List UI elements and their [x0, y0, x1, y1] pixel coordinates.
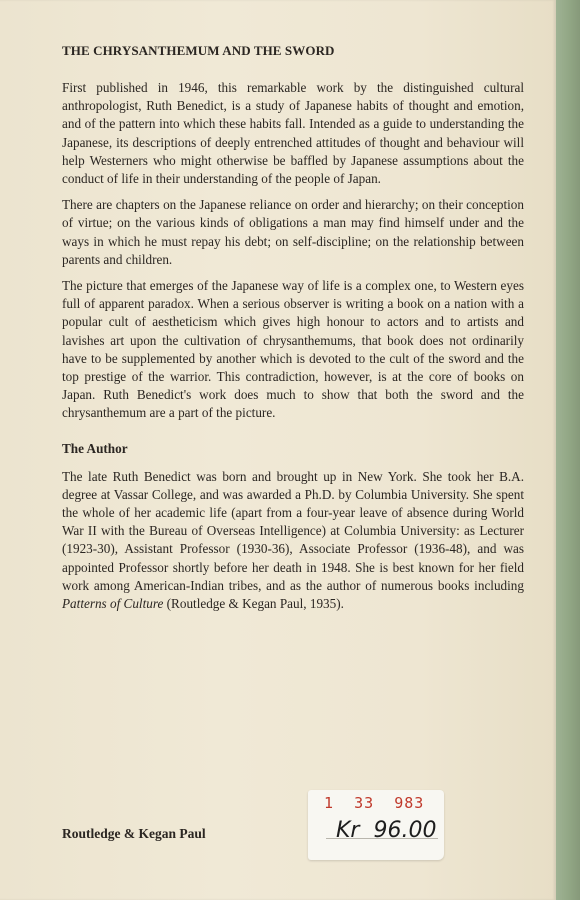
author-text-end: (Routledge & Kegan Paul, 1935). [163, 596, 344, 612]
blurb-paragraph-2: There are chapters on the Japanese reliance on order and hierarchy; on their conception of virtue; on the various kinds of obligations a man may find himself under and the ways in which he must repay his debt; on self-discipline; on the relationship between parents and children. [62, 197, 524, 267]
sticker-code: 1 33 983 [324, 794, 425, 812]
author-heading: The Author [62, 440, 128, 456]
blurb-paragraph-3: The picture that emerges of the Japanese way of life is a complex one, to Western eyes full of apparent paradox. When a serious observer is writing a book on a nation with a popular cult of aestheticism which gives high honour to actors and to artists and lavishes art upon the cultivation of chrysanthemums, that book does not ordinarily have to be supplemented by another which is devoted to the cult of the sword and the top prestige of the warrior. This contradiction, however, is at the core of books on Japan. Ruth Benedict's work does much to show that both the sword and the chrysanthemum are a part of the picture. [62, 278, 524, 421]
author-text: The late Ruth Benedict was born and brought up in New York. She took her B.A. degree at Vassar College, and was awarded a Ph.D. by Columbia University. She spent the whole of her academic life (apart from a four-year leave of absence during World War II with the Bureau of Overseas Intelligence) at Columbia University: as Lecturer (1923-30), Assistant Professor (1930-36), Associate Professor (1936-48), and was appointed Professor shortly before her death in 1948. She is best known for her field work among American-Indian tribes, and as the author of numerous books including [62, 468, 524, 593]
publisher-name: Routledge & Kegan Paul [62, 826, 206, 841]
price-sticker [308, 790, 444, 860]
author-paragraph [62, 468, 524, 614]
blurb-content [62, 42, 524, 621]
book-reference: Patterns of Culture [62, 596, 164, 612]
book-title: THE CHRYSANTHEMUM AND THE SWORD [62, 43, 335, 58]
book-spine-edge [556, 0, 580, 900]
sticker-price: Kr 96.00 [336, 818, 437, 843]
blurb-paragraph-1: First published in 1946, this remarkable work by the distinguished cultural anthropologist, Ruth Benedict, is a study of Japanese habits of thought and emotion, and of the pattern into which these habits fall. Intended as a guide to understanding the Japanese, its descriptions of deeply entrenched attitudes of thought and behaviour will help Westerners who might otherwise be baffled by Japanese assumptions about the conduct of life in their understanding of the people of Japan. [62, 80, 524, 187]
